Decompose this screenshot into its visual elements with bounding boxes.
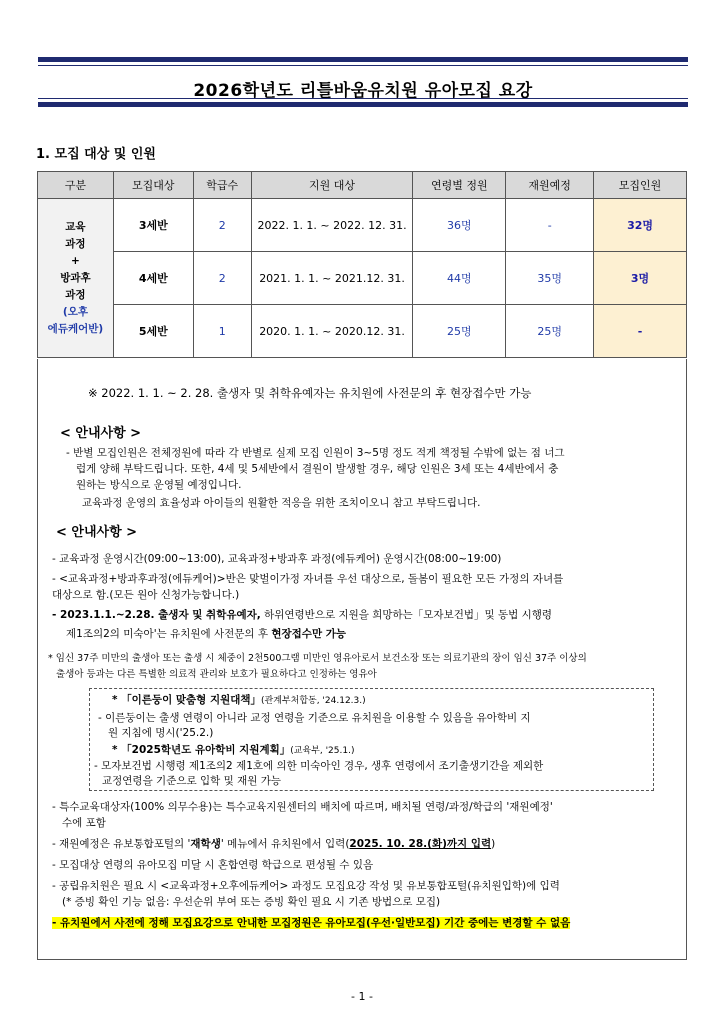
policy-line: 교정연령을 기준으로 입학 및 재원 가능	[102, 775, 281, 787]
guide2-bullet: - 교육과정 운영시간(09:00~13:00), 교육과정+방과후 과정(에듀케어) 운영시간(08:00~19:00)	[52, 553, 502, 565]
recruit-cell: 3명	[594, 252, 687, 305]
category-line: 교육	[65, 220, 86, 233]
header-cell: 지원 대상	[251, 172, 413, 199]
bold-text: 현장접수만 가능	[271, 628, 347, 640]
text: )	[491, 838, 496, 850]
recruit-cell: -	[594, 305, 687, 358]
guide2-bullet	[52, 607, 552, 623]
highlighted-text: - 유치원에서 사전에 정해 모집요강으로 안내한 모집정원은 유아모집(우선·일반모집) 기간 중에는 변경할 수 없음	[52, 917, 571, 929]
text: 제1조의2의 미숙아'는 유치원에 사전문의 후	[66, 628, 272, 640]
existing-cell: 25명	[506, 305, 594, 358]
policy-line: - 이른둥이는 출생 연령이 아니라 교정 연령을 기준으로 유치원을 이용할 수 있음을 유아학비 지	[98, 712, 531, 724]
policy-line: - 모자보건법 시행령 제1조의2 제1호에 의한 미숙아인 경우, 생후 연령에서 조기출생기간을 제외한	[94, 760, 544, 772]
range-cell: 2020. 1. 1. ~ 2020.12. 31.	[251, 305, 413, 358]
existing-cell: 35명	[506, 252, 594, 305]
text: 하위연령반으로 지원을 희망하는「모자보건법」및 동법 시행령	[260, 609, 553, 621]
recruit-cell: 32명	[594, 199, 687, 252]
header-cell: 연령별 정원	[413, 172, 506, 199]
header-cell: 재원예정	[506, 172, 594, 199]
category-line: 과정	[65, 237, 86, 250]
range-cell: 2022. 1. 1. ~ 2022. 12. 31.	[251, 199, 413, 252]
classes-cell: 2	[193, 199, 251, 252]
bold-text: 재학생	[190, 838, 221, 850]
page-title: 2026학년도 리틀바움유치원 유아모집 요강	[193, 81, 533, 101]
header-cell: 모집인원	[594, 172, 687, 199]
classes-cell: 2	[193, 252, 251, 305]
existing-cell: -	[506, 199, 594, 252]
policy-title	[112, 742, 354, 759]
category-line: 방과후	[60, 271, 91, 284]
recruitment-table	[37, 171, 687, 358]
policy-title	[112, 692, 366, 709]
highlight-bullet	[52, 915, 570, 931]
title-bar	[38, 57, 688, 107]
guide2-bullet: (* 증빙 확인 기능 없음: 우선순위 부여 또는 증빙 확인 필요 시 기존 방법으로 모집)	[62, 896, 441, 908]
page-number: - 1 -	[351, 990, 373, 1003]
guide2-bullet: 수에 포함	[62, 817, 106, 829]
capacity-cell: 36명	[413, 199, 506, 252]
guide2-bullet: - 공립유치원은 필요 시 <교육과정+오후에듀케어> 과정도 모집요강 작성 및 유보통합포털(유치원입학)에 입력	[52, 880, 560, 892]
source-text: (교육부, '25.1.)	[290, 746, 355, 756]
bold-text: * 「2025학년도 유아학비 지원계획」	[112, 744, 291, 756]
source-text: (관계부처합동, '24.12.3.)	[261, 696, 366, 706]
notice-line: ※ 2022. 1. 1. ~ 2. 28. 출생자 및 취학유예자는 유치원에 사전문의 후 현장접수만 가능	[88, 386, 532, 400]
deadline-text: 2025. 10. 28.(화)까지 입력	[349, 838, 492, 850]
guide-heading-2: < 안내사항 >	[56, 525, 138, 540]
guide2-bullet: - 특수교육대상자(100% 의무수용)는 특수교육지원센터의 배치에 따르며, 배치될 연령/과정/학급의 '재원예정'	[52, 801, 553, 813]
guide1-line: 교육과정 운영의 효율성과 아이들의 원활한 적응을 위한 조치이오니 참고 부탁드립니다.	[82, 497, 481, 509]
category-sub-line: 에듀케어반)	[47, 322, 104, 335]
capacity-cell: 44명	[413, 252, 506, 305]
category-line: +	[71, 254, 80, 267]
guide2-bullet	[52, 836, 495, 852]
range-cell: 2021. 1. 1. ~ 2021.12. 31.	[251, 252, 413, 305]
guide1-line: - 반별 모집인원은 전체정원에 따라 각 반별로 실제 모집 인원이 3~5명 정도 적게 책정될 수밖에 없는 점 너그	[66, 447, 565, 459]
category-sub-line: (오후	[62, 305, 88, 318]
text: - 재원예정은 유보통합포털의 '	[52, 838, 191, 850]
policy-line: 원 지침에 명시('25.2.)	[108, 727, 214, 739]
category-line: 과정	[65, 288, 86, 301]
guide2-bullet: - 모집대상 연령의 유아모집 미달 시 혼합연령 학급으로 편성될 수 있음	[52, 859, 374, 871]
table-row	[38, 199, 687, 252]
guide2-bullet: - <교육과정+방과후과정(에듀케어)>반은 맞벌이가정 자녀를 우선 대상으로, 돌봄이 필요한 모든 가정의 자녀를	[52, 573, 564, 585]
text: ' 메뉴에서 유치원에서 입력(	[220, 838, 350, 850]
footnote-line: 출생아 등과는 다른 특별한 의료적 관리와 보호가 필요하다고 인정하는 영유아	[56, 669, 377, 680]
footnote-line: * 임신 37주 미만의 출생아 또는 출생 시 체중이 2천500그램 미만인 영유아로서 보건소장 또는 의료기관의 장이 임신 37주 이상의	[48, 653, 587, 664]
guide1-line: 원하는 방식으로 운영될 예정입니다.	[76, 479, 242, 491]
header-cell: 학급수	[193, 172, 251, 199]
table-row	[38, 305, 687, 358]
target-cell: 3세반	[113, 199, 193, 252]
bold-text: - 2023.1.1.~2.28. 출생자 및 취학유예자,	[52, 609, 261, 621]
section-heading: 1. 모집 대상 및 인원	[36, 147, 156, 162]
target-cell: 5세반	[113, 305, 193, 358]
table-header-row	[38, 172, 687, 199]
target-cell: 4세반	[113, 252, 193, 305]
table-row	[38, 252, 687, 305]
header-cell: 모집대상	[113, 172, 193, 199]
header-cell: 구분	[38, 172, 114, 199]
guide2-bullet	[66, 626, 346, 642]
bold-text: * 「이른둥이 맞춤형 지원대책」	[112, 694, 262, 706]
guide1-line: 럽게 양해 부탁드립니다. 또한, 4세 및 5세반에서 결원이 발생할 경우, 해당 인원은 3세 또는 4세반에서 충	[76, 463, 559, 475]
category-cell	[38, 199, 114, 358]
capacity-cell: 25명	[413, 305, 506, 358]
guide2-bullet: 대상으로 함.(모든 원아 신청가능합니다.)	[52, 589, 240, 601]
classes-cell: 1	[193, 305, 251, 358]
guide-heading-1: < 안내사항 >	[60, 426, 142, 441]
